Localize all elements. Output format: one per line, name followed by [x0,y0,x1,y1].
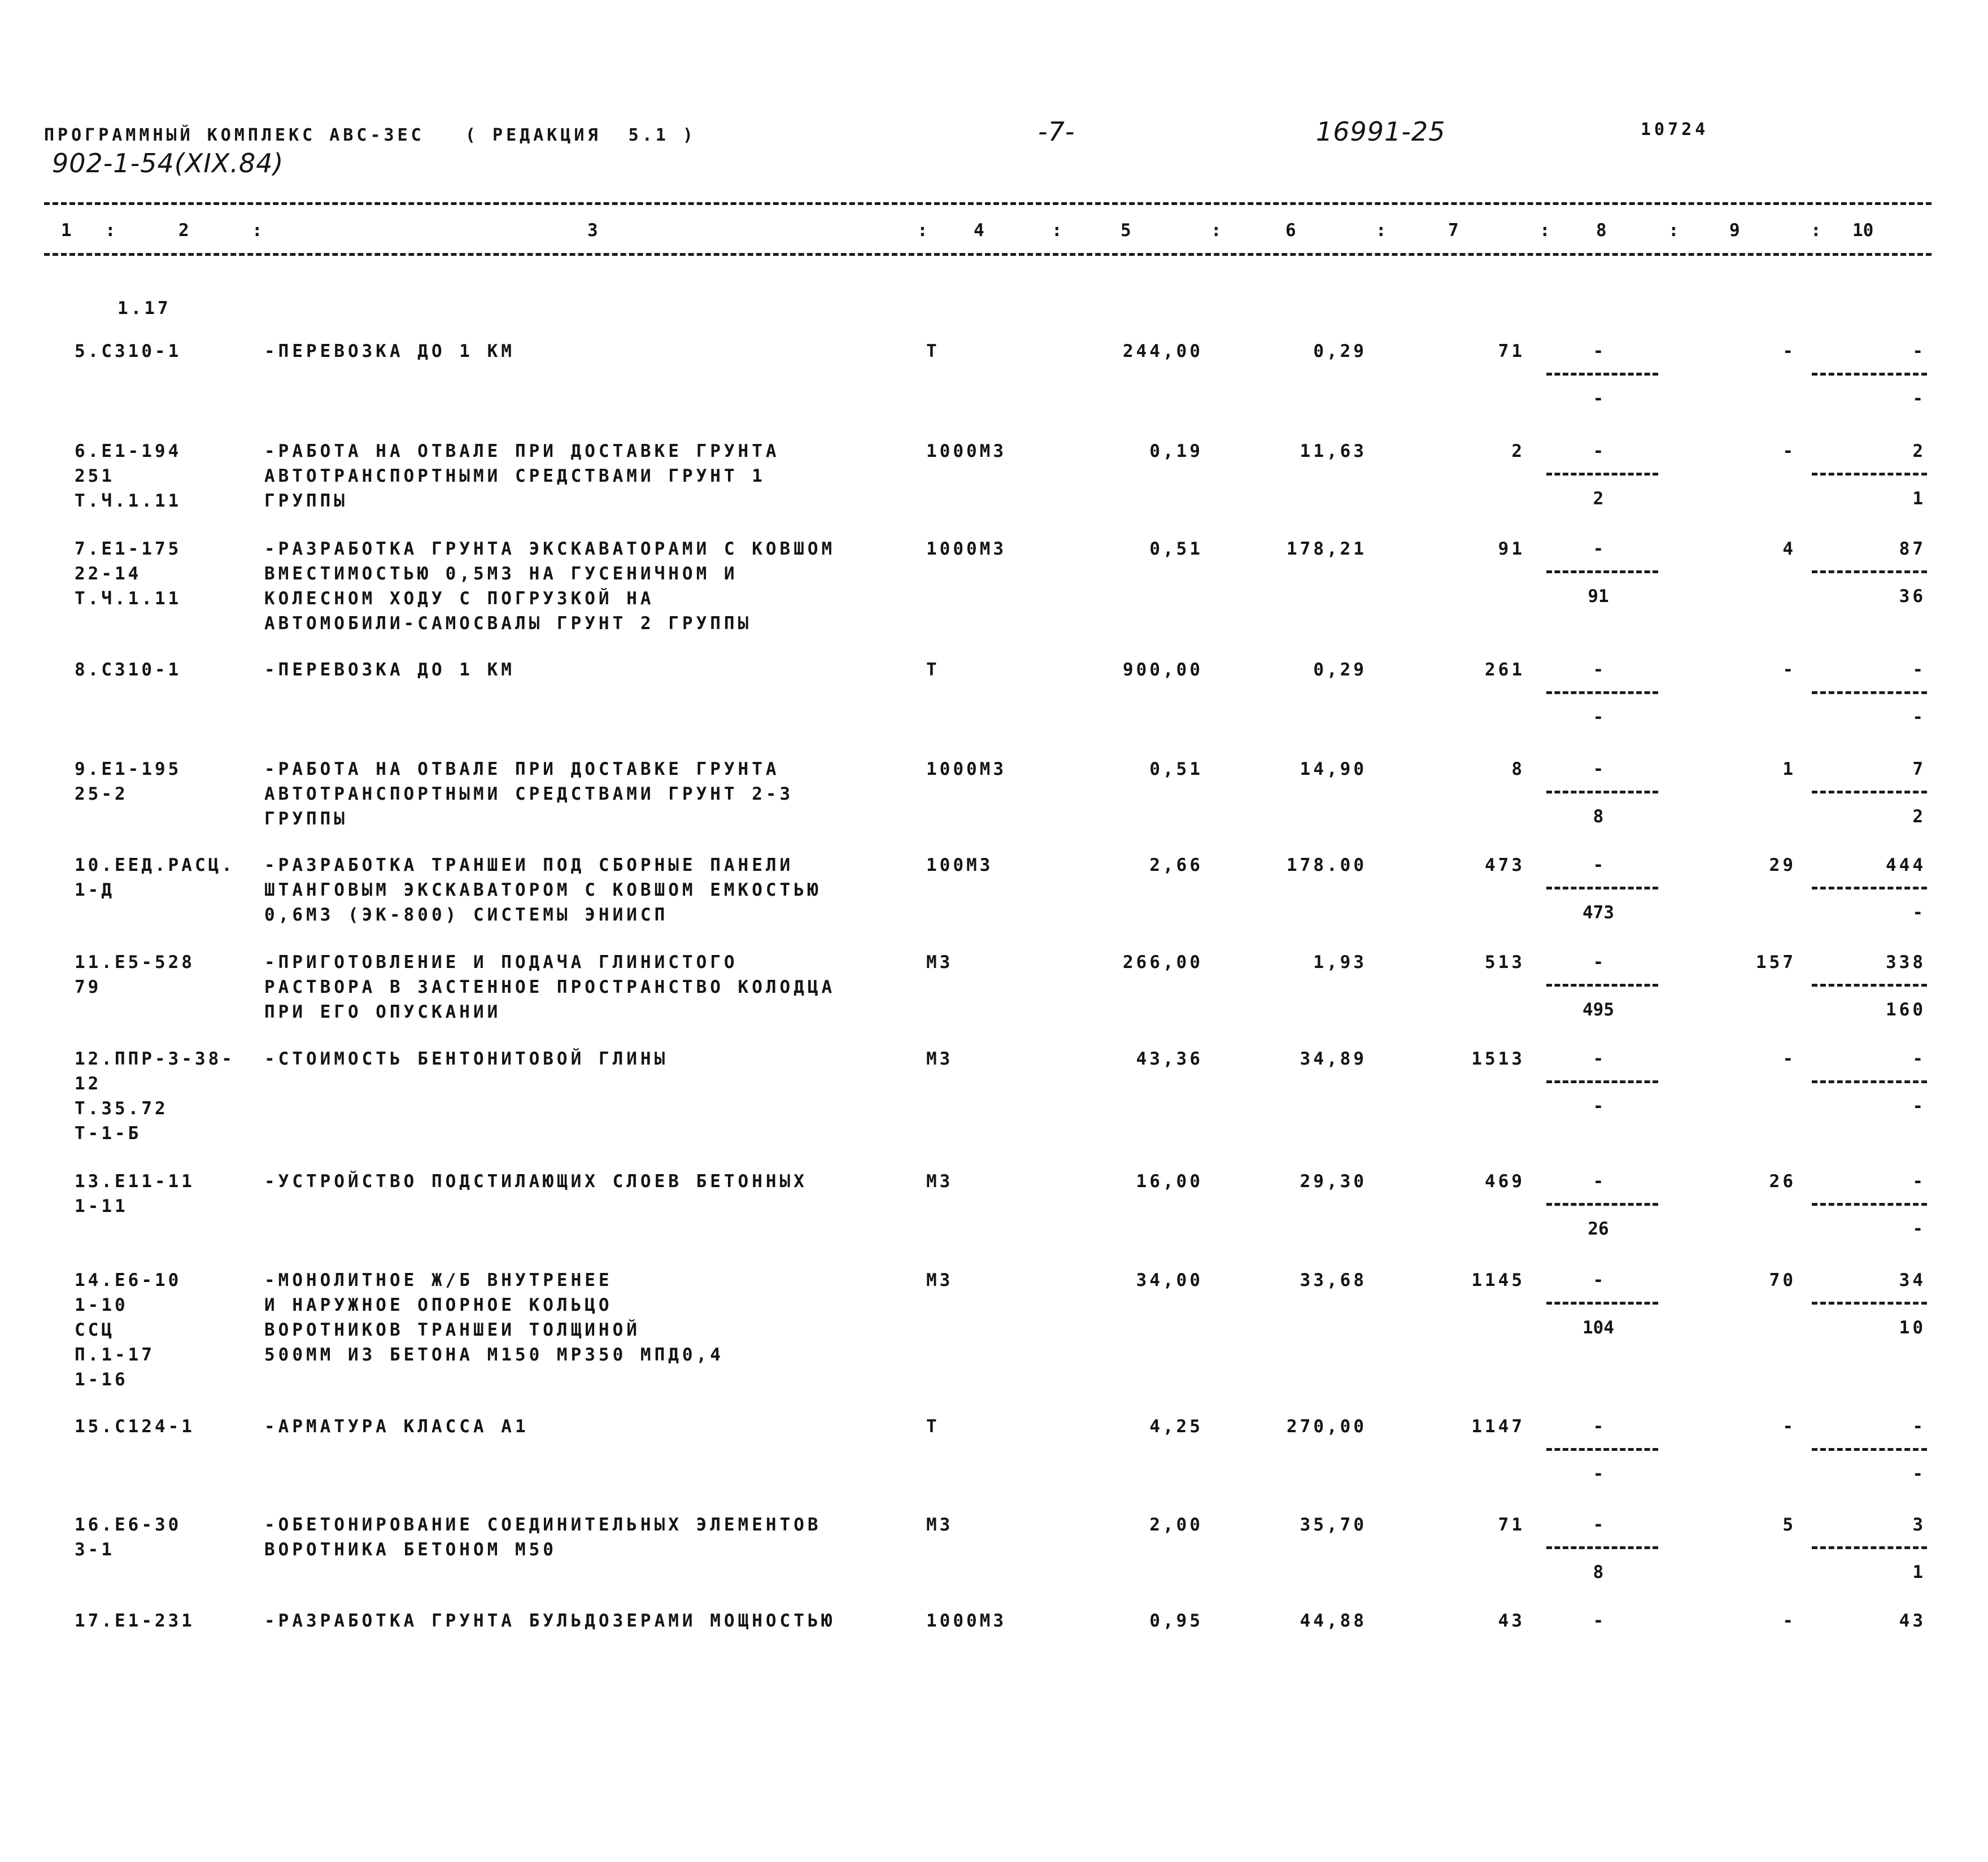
total-cost: 2 [1511,441,1525,461]
col8-bottom: 8 [1593,1562,1604,1582]
col8-divider [1546,373,1658,376]
col8-top: - [1593,660,1604,680]
unit: 100М3 [926,855,993,875]
document-code: 10724 [1641,120,1709,139]
total-cost: 91 [1498,539,1525,559]
col10-bottom: 36 [1899,586,1926,607]
table-header-rule [44,253,1932,256]
page-number: -7- [1038,116,1075,147]
column-separator: : [1811,220,1821,241]
unit: Т [926,660,940,680]
column-number: 7 [1448,220,1459,241]
col8-top: - [1593,952,1604,973]
unit-price: 0,29 [1313,660,1367,680]
column-number: 1 [61,220,72,241]
item-code: 14.Е6-10 1-10 ССЦ П.1-17 1-16 [75,1270,182,1390]
total-cost: 513 [1485,952,1525,973]
unit: Т [926,1416,940,1437]
work-description: -ПРИГОТОВЛЕНИЕ И ПОДАЧА ГЛИНИСТОГО РАСТВОРА В ЗАСТЕННОЕ ПРОСТРАНСТВО КОЛОДЦА ПРИ ЕГО ОПУСКАНИИ [264,952,836,1022]
item-code: 11.Е5-528 79 [75,952,195,997]
unit-price: 14,90 [1300,759,1367,779]
col9-value: - [1782,441,1796,461]
col8-bottom: - [1593,1096,1604,1117]
table-top-rule [44,202,1932,205]
column-number: 10 [1852,220,1874,241]
col10-top: 87 [1899,539,1926,559]
unit: М3 [926,952,953,973]
work-description: -РАБОТА НА ОТВАЛЕ ПРИ ДОСТАВКЕ ГРУНТА АВТОТРАНСПОРТНЫМИ СРЕДСТВАМИ ГРУНТ 2-3 ГРУППЫ [264,759,794,829]
unit: 1000М3 [926,759,1006,779]
col8-top: - [1593,1611,1604,1631]
item-code: 6.Е1-194 251 Т.Ч.1.11 [75,441,182,511]
col8-top: - [1593,1515,1604,1535]
work-description: -ПЕРЕВОЗКА ДО 1 КМ [264,660,515,680]
work-description: -ОБЕТОНИРОВАНИЕ СОЕДИНИТЕЛЬНЫХ ЭЛЕМЕНТОВ ВОРОТНИКА БЕТОНОМ М50 [264,1515,822,1560]
total-cost: 261 [1485,660,1525,680]
col10-bottom: - [1912,1219,1926,1239]
unit: 1000М3 [926,441,1006,461]
column-separator: : [1376,220,1387,241]
project-code: 902-1-54(XIX.84) [52,148,284,178]
col10-bottom: - [1912,1096,1926,1117]
quantity: 900,00 [1123,660,1203,680]
col10-bottom: - [1912,389,1926,409]
col8-divider [1546,473,1658,476]
item-code: 9.Е1-195 25-2 [75,759,182,804]
column-number: 6 [1285,220,1296,241]
col10-divider [1812,691,1927,694]
column-separator: : [1540,220,1550,241]
col9-value: 1 [1782,759,1796,779]
total-cost: 8 [1511,759,1525,779]
unit-price: 1,93 [1313,952,1367,973]
col10-top: 7 [1912,759,1926,779]
col9-value: - [1782,1611,1796,1631]
quantity: 34,00 [1136,1270,1203,1290]
unit-price: 11,63 [1300,441,1367,461]
col8-bottom: 8 [1593,806,1604,827]
total-cost: 1145 [1471,1270,1525,1290]
col10-divider [1812,373,1927,376]
col9-value: 26 [1769,1171,1796,1192]
col10-divider [1812,1203,1927,1206]
column-separator: : [917,220,928,241]
col10-bottom: - [1912,707,1926,727]
col10-divider [1812,570,1927,573]
item-code: 7.Е1-175 22-14 Т.Ч.1.11 [75,539,182,609]
unit-price: 44,88 [1300,1611,1367,1631]
col9-value: - [1782,1049,1796,1069]
column-number: 8 [1596,220,1607,241]
col10-bottom: - [1912,1464,1926,1484]
document-number: 16991-25 [1316,116,1446,147]
col8-divider [1546,1546,1658,1549]
item-code: 8.С310-1 [75,660,182,680]
quantity: 43,36 [1136,1049,1203,1069]
unit: Т [926,341,940,361]
unit: М3 [926,1515,953,1535]
column-separator: : [105,220,116,241]
col10-top: 43 [1899,1611,1926,1631]
col8-divider [1546,570,1658,573]
quantity: 4,25 [1149,1416,1203,1437]
unit: М3 [926,1270,953,1290]
col10-divider [1812,887,1927,889]
col9-value: 4 [1782,539,1796,559]
quantity: 0,51 [1149,539,1203,559]
column-number: 3 [587,220,598,241]
col8-divider [1546,984,1658,987]
col9-value: - [1782,660,1796,680]
col9-value: 157 [1756,952,1796,973]
col8-top: - [1593,1171,1604,1192]
col8-divider [1546,1080,1658,1083]
work-description: -РАЗРАБОТКА ГРУНТА ЭКСКАВАТОРАМИ С КОВШОМ ВМЕСТИМОСТЬЮ 0,5М3 НА ГУСЕНИЧНОМ И КОЛЕСНОМ ХОДУ С ПОГРУЗКОЙ НА АВТОМОБИЛИ-САМОСВАЛЫ ГРУНТ 2 ГРУППЫ [264,539,836,634]
col10-bottom: 1 [1912,489,1926,509]
unit-price: 35,70 [1300,1515,1367,1535]
col9-value: - [1782,341,1796,361]
col10-bottom: 1 [1912,1562,1926,1582]
col8-top: - [1593,1270,1604,1290]
col10-top: - [1912,1049,1926,1069]
item-code: 13.Е11-11 1-11 [75,1171,195,1216]
unit-price: 33,68 [1300,1270,1367,1290]
quantity: 0,95 [1149,1611,1203,1631]
col8-bottom: 2 [1593,489,1604,509]
col8-divider [1546,691,1658,694]
col10-divider [1812,473,1927,476]
quantity: 244,00 [1123,341,1203,361]
col10-divider [1812,1546,1927,1549]
quantity: 2,66 [1149,855,1203,875]
total-cost: 71 [1498,1515,1525,1535]
quantity: 266,00 [1123,952,1203,973]
col8-top: - [1593,341,1604,361]
col10-top: 34 [1899,1270,1926,1290]
total-cost: 469 [1485,1171,1525,1192]
col8-bottom: 473 [1582,902,1614,923]
col10-bottom: - [1912,902,1926,923]
col10-divider [1812,984,1927,987]
total-cost: 71 [1498,341,1525,361]
total-cost: 43 [1498,1611,1525,1631]
col8-divider [1546,1203,1658,1206]
unit-price: 34,89 [1300,1049,1367,1069]
column-separator: : [252,220,263,241]
col8-top: - [1593,1416,1604,1437]
col8-bottom: - [1593,1464,1604,1484]
col10-bottom: 2 [1912,806,1926,827]
column-number: 4 [974,220,984,241]
unit: М3 [926,1171,953,1192]
column-separator: : [1052,220,1062,241]
col8-bottom: - [1593,707,1604,727]
item-code: 15.С124-1 [75,1416,195,1437]
col8-bottom: 495 [1582,1000,1614,1020]
quantity: 0,19 [1149,441,1203,461]
total-cost: 1147 [1471,1416,1525,1437]
unit: 1000М3 [926,1611,1006,1631]
col10-top: 2 [1912,441,1926,461]
item-code: 10.ЕЕД.РАСЦ. 1-Д [75,855,235,900]
total-cost: 473 [1485,855,1525,875]
unit: 1000М3 [926,539,1006,559]
quantity: 2,00 [1149,1515,1203,1535]
work-description: -РАЗРАБОТКА ТРАНШЕИ ПОД СБОРНЫЕ ПАНЕЛИ ШТАНГОВЫМ ЭКСКАВАТОРОМ С КОВШОМ ЕМКОСТЬЮ 0,6М3 (ЭК-800) СИСТЕМЫ ЭНИИСП [264,855,822,925]
work-description: -ПЕРЕВОЗКА ДО 1 КМ [264,341,515,361]
col8-bottom: 104 [1582,1318,1614,1338]
item-code: 5.С310-1 [75,341,182,361]
work-description: -УСТРОЙСТВО ПОДСТИЛАЮЩИХ СЛОЕВ БЕТОННЫХ [264,1171,808,1192]
col8-bottom: 26 [1588,1219,1609,1239]
column-number: 9 [1729,220,1740,241]
work-description: -МОНОЛИТНОЕ Ж/Б ВНУТРЕНЕЕ И НАРУЖНОЕ ОПОРНОЕ КОЛЬЦО ВОРОТНИКОВ ТРАНШЕИ ТОЛЩИНОЙ 500ММ ИЗ БЕТОНА М150 МРЗ50 МПД0,4 [264,1270,724,1365]
col8-divider [1546,1302,1658,1305]
program-title: ПРОГРАММНЫЙ КОМПЛЕКС АВС-ЗЕС ( РЕДАКЦИЯ 5.1 ) [44,125,696,145]
quantity: 0,51 [1149,759,1203,779]
col10-top: - [1912,341,1926,361]
column-number: 5 [1121,220,1131,241]
column-separator: : [1211,220,1222,241]
unit-price: 29,30 [1300,1171,1367,1192]
quantity: 16,00 [1136,1171,1203,1192]
col10-divider [1812,791,1927,793]
col10-top: 444 [1886,855,1926,875]
col10-bottom: 160 [1886,1000,1926,1020]
work-description: -АРМАТУРА КЛАССА А1 [264,1416,529,1437]
col10-divider [1812,1448,1927,1451]
col10-top: - [1912,1416,1926,1437]
col10-divider [1812,1080,1927,1083]
col8-divider [1546,887,1658,889]
total-cost: 1513 [1471,1049,1525,1069]
col10-bottom: 10 [1899,1318,1926,1338]
col8-top: - [1593,1049,1604,1069]
unit-price: 178.00 [1287,855,1367,875]
column-separator: : [1668,220,1679,241]
col9-value: 70 [1769,1270,1796,1290]
col10-top: 3 [1912,1515,1926,1535]
col8-divider [1546,791,1658,793]
col8-top: - [1593,441,1604,461]
col8-top: - [1593,539,1604,559]
col10-top: - [1912,1171,1926,1192]
item-code: 17.Е1-231 [75,1611,195,1631]
col9-value: 29 [1769,855,1796,875]
col10-top: 338 [1886,952,1926,973]
col9-value: - [1782,1416,1796,1437]
col8-top: - [1593,855,1604,875]
work-description: -РАБОТА НА ОТВАЛЕ ПРИ ДОСТАВКЕ ГРУНТА АВТОТРАНСПОРТНЫМИ СРЕДСТВАМИ ГРУНТ 1 ГРУППЫ [264,441,780,511]
item-code: 16.Е6-30 3-1 [75,1515,182,1560]
item-code: 12.ППР-3-38- 12 Т.35.72 Т-1-Б [75,1049,235,1144]
column-number: 2 [178,220,189,241]
section-label: 1.17 [117,298,171,319]
col8-bottom: 91 [1588,586,1609,607]
col10-top: - [1912,660,1926,680]
unit-price: 0,29 [1313,341,1367,361]
col8-divider [1546,1448,1658,1451]
col10-divider [1812,1302,1927,1305]
work-description: -РАЗРАБОТКА ГРУНТА БУЛЬДОЗЕРАМИ МОЩНОСТЬЮ [264,1611,836,1631]
col9-value: 5 [1782,1515,1796,1535]
unit-price: 270,00 [1287,1416,1367,1437]
col8-top: - [1593,759,1604,779]
col8-bottom: - [1593,389,1604,409]
work-description: -СТОИМОСТЬ БЕНТОНИТОВОЙ ГЛИНЫ [264,1049,669,1069]
unit-price: 178,21 [1287,539,1367,559]
unit: М3 [926,1049,953,1069]
